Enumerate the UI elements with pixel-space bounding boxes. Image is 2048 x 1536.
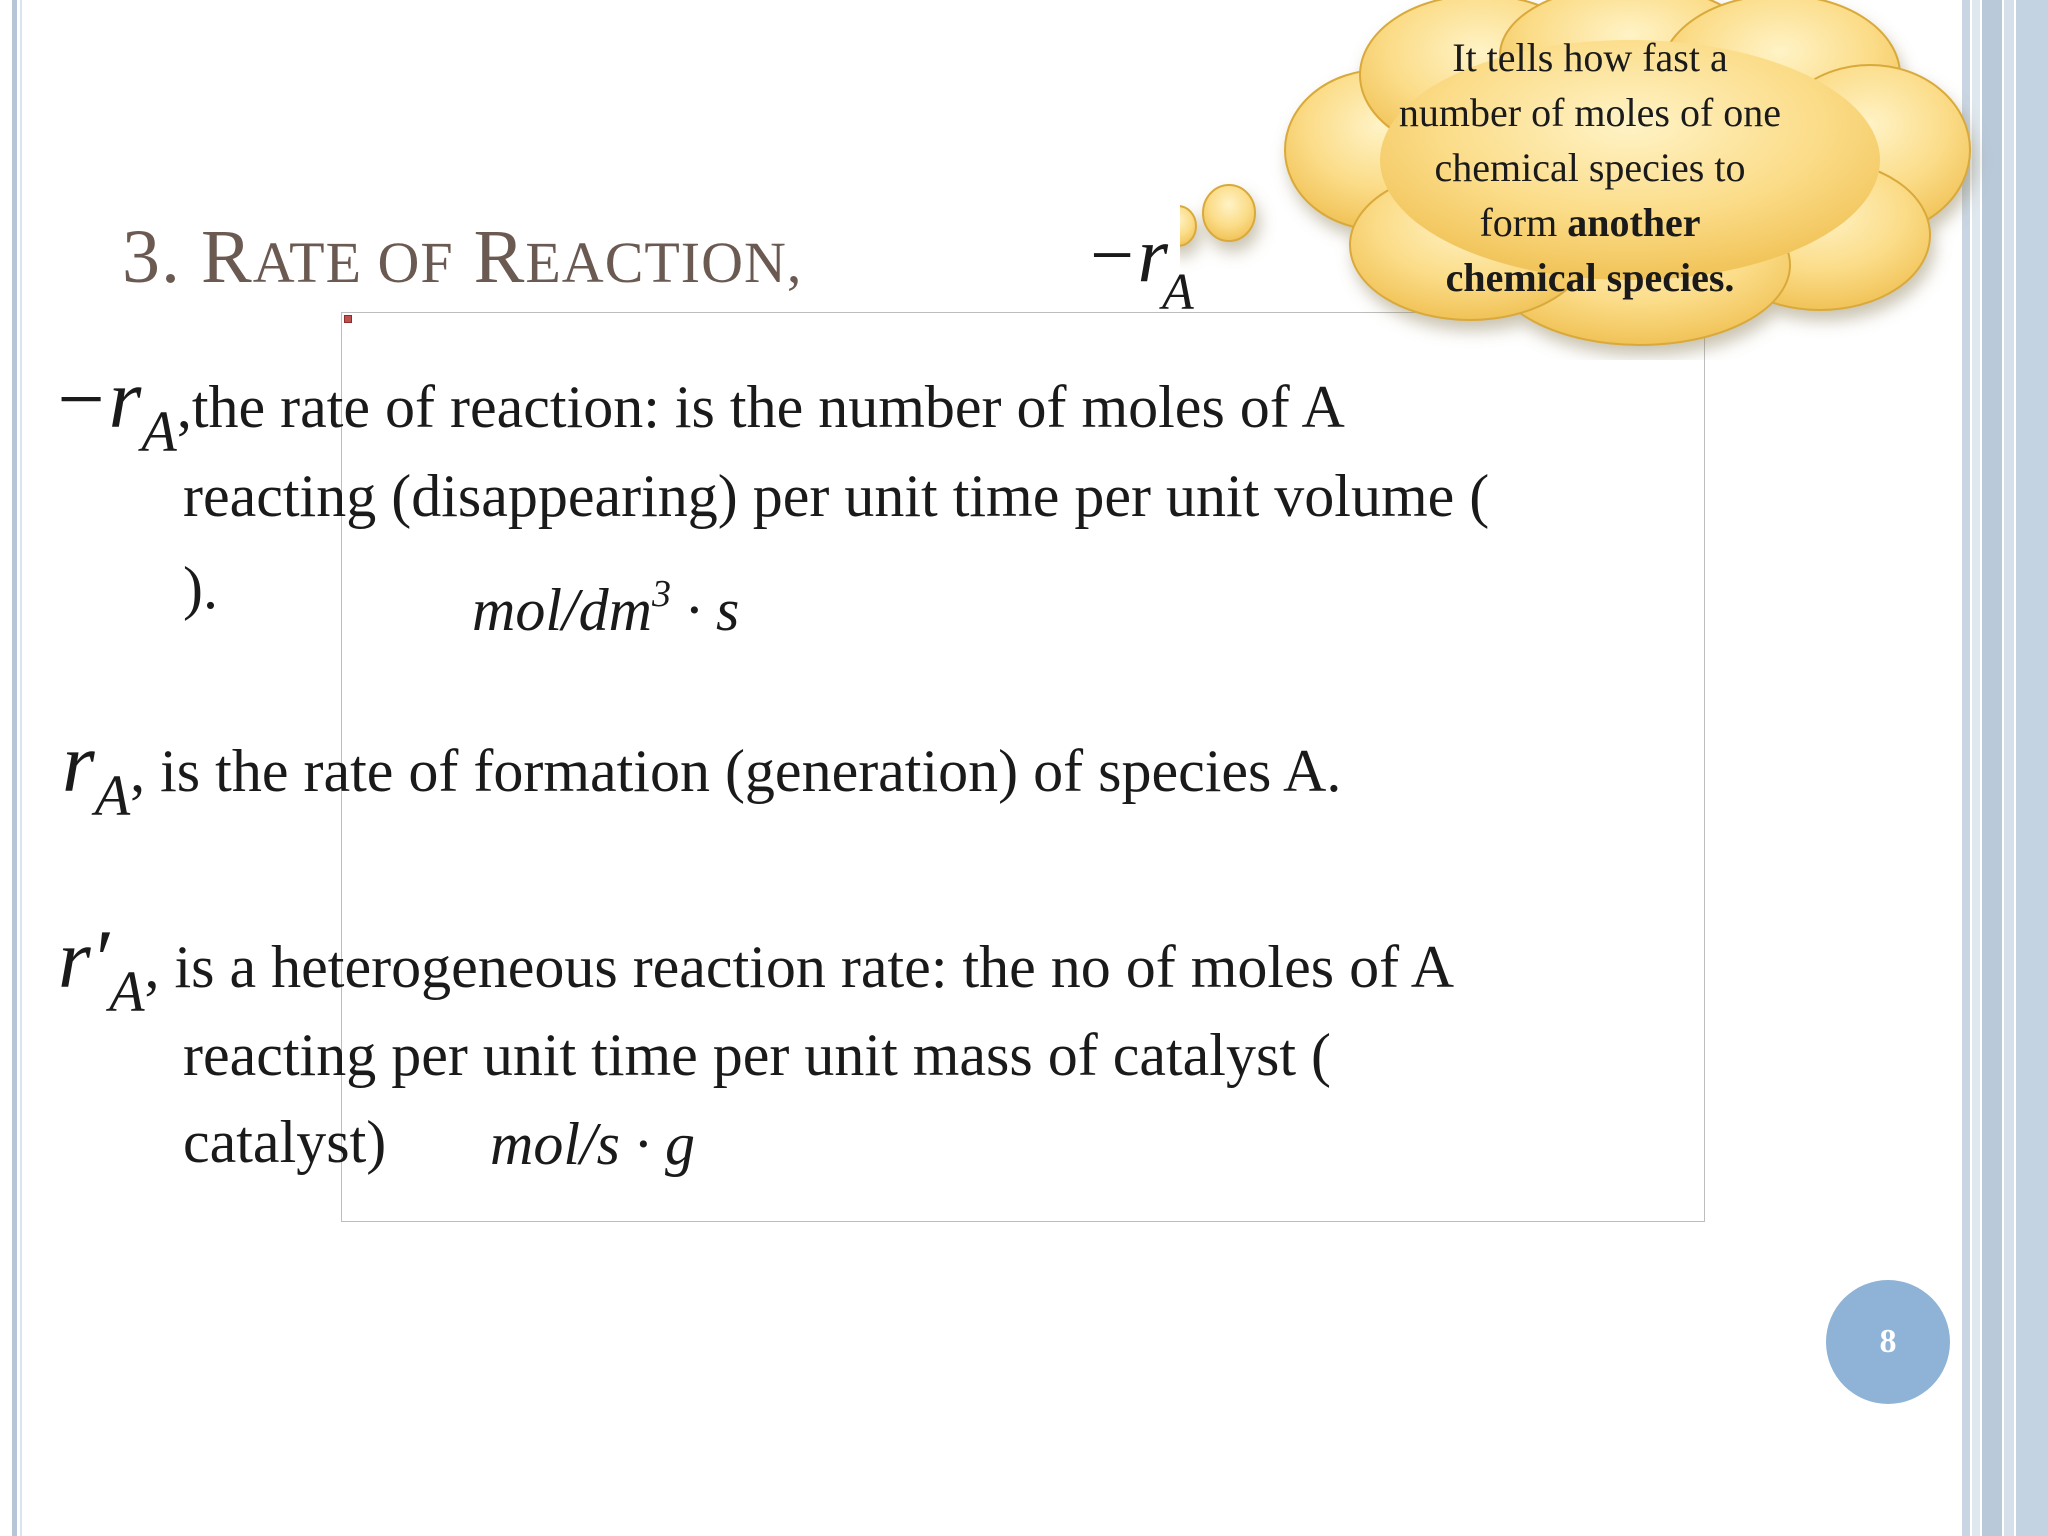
definition-text: , is a heterogeneous reaction rate: the no of moles of A [144,934,1455,1000]
title-number: 3. [122,215,181,299]
math-symbol: $r'_A$ [58,913,145,1024]
definition-rate-formation [62,717,1342,838]
definition-hetero-rate-line3: catalyst) [183,1109,387,1175]
math-symbol: $r_A$ [62,717,131,828]
math-subscript: A [1162,264,1194,321]
right-decor-bar [2004,0,2014,1536]
cloud-text: It tells how fast a number of moles of one chemical species to form another chemical species. [1398,35,1782,300]
title-letter: R [473,215,526,299]
slide-title [122,214,802,301]
definition-text: ,the rate of reaction: is the number of moles of A [176,374,1345,440]
definition-neg-rate-line3: ). [183,555,218,621]
title-smallcaps: ATE OF [252,230,454,295]
right-decor-bar [2016,0,2048,1536]
title-smallcaps: EACTION, [525,230,803,295]
title-letter: R [201,215,253,299]
left-frame-line [12,0,17,1536]
math-symbol: $-r_A$ [52,353,177,464]
definition-hetero-rate-line2: reacting per unit time per unit mass of catalyst ( [183,1022,1331,1088]
math-symbol: −r [1085,211,1168,298]
definition-neg-rate-line2: reacting (disappearing) per unit time per unit volume ( [183,463,1490,529]
unit-expression: mol/s · g [490,1111,696,1177]
left-frame-line-inner [20,0,22,1536]
definition-text: , is the rate of formation (generation) of species A. [130,738,1342,804]
broken-image-icon [344,315,352,323]
title-rate-symbol [1085,210,1194,322]
unit-expression: mol/$dm^3 \cdot s$ [472,573,740,643]
page-number-badge: 8 [1826,1280,1950,1404]
